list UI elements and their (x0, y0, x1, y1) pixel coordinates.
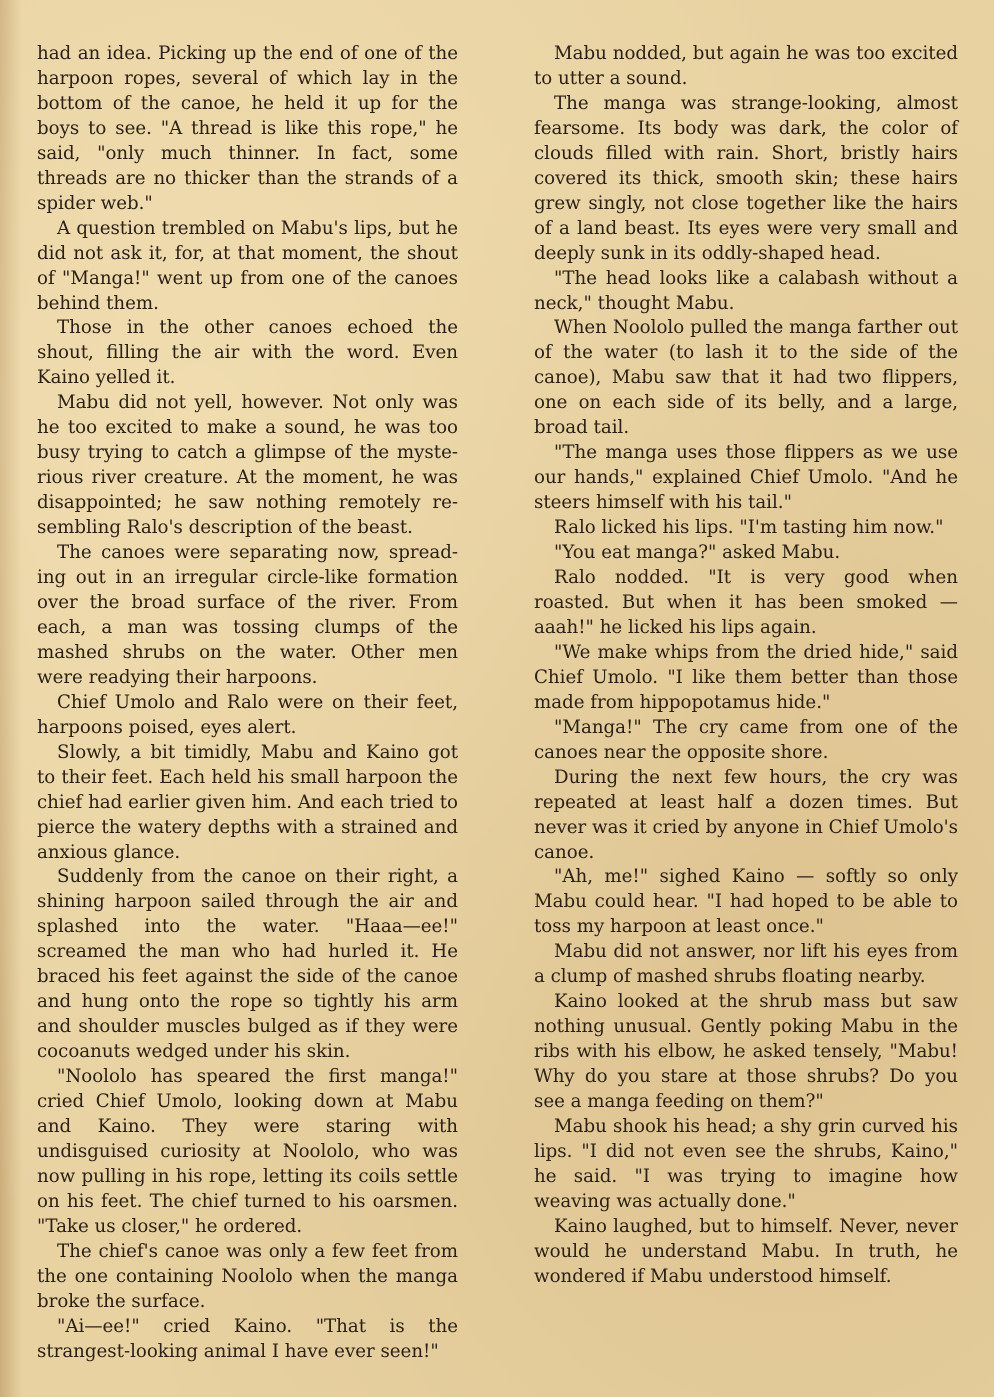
paragraph: Chief Umolo and Ralo were on their feet, harpoons poised, eyes alert. (37, 691, 458, 738)
paragraph: Mabu nodded, but again he was too excited to utter a sound. (534, 43, 958, 89)
paragraph: A question trembled on Mabu's lips, but he did not ask it, for, at that moment, the shout of "Manga!" went up from one of the canoes behind them. (37, 217, 458, 314)
left-text-column (37, 42, 458, 1365)
paragraph: "The manga uses those flippers as we use our hands," explained Chief Umolo. "And he steers himself with his tail." (534, 442, 958, 514)
paragraph: Ralo nodded. "It is very good when roasted. But when it has been smoked — aaah!" he licked his lips again. (534, 567, 958, 638)
paragraph: "We make whips from the dried hide," said Chief Umolo. "I like them better than those made from hippopotamus hide." (534, 641, 958, 713)
paragraph: Mabu did not answer, nor lift his eyes from a clump of mashed shrubs floating nearby. (534, 941, 958, 988)
paragraph: The canoes were separating now, spreading out in an irregular circle-like formation over the broad surface of the river. From each, a man was tossing clumps of the mashed shrubs on the water. Other men were readying their harpoons. (37, 542, 458, 688)
paragraph: "The head looks like a calabash without a neck," thought Mabu. (534, 267, 958, 314)
paragraph: "Noololo has speared the first manga!" cried Chief Umolo, looking down at Mabu and Kaino. They were staring with undisguised curiosity at Noololo, who was now pulling in his rope, letting its coils settle on his feet. The chief turned to his oarsmen. "Take us closer," he ordered. (37, 1066, 458, 1237)
paragraph: Ralo licked his lips. "I'm tasting him now." (554, 517, 944, 539)
paragraph: Mabu did not yell, however. Not only was he too excited to make a sound, he was too busy trying to catch a glimpse of the mysterious river creature. At the moment, he was disappointed; he saw nothing remotely resembling Ralo's description of the beast. (37, 392, 458, 539)
paragraph: Kaino looked at the shrub mass but saw nothing unusual. Gently poking Mabu in the ribs with his elbow, he asked tensely, "Mabu! Why do you stare at those shrubs? Do you see a manga feeding on them?" (534, 991, 958, 1113)
paragraph: Those in the other canoes echoed the shout, filling the air with the word. Even Kaino yelled it. (37, 317, 458, 389)
paragraph: Mabu shook his head; a shy grin curved his lips. "I did not even see the shrubs, Kaino," he said. "I was trying to imagine how weaving was actually done." (534, 1115, 958, 1212)
paragraph: When Noololo pulled the manga farther out of the water (to lash it to the side of the canoe), Mabu saw that it had two flippers, one on each side of its belly, and a large, broad tail. (534, 317, 958, 439)
paragraph: had an idea. Picking up the end of one of the harpoon ropes, several of which lay in the bottom of the canoe, he held it up for the boys to see. "A thread is like this rope," he said, "only much thinner. In fact, some threads are no thicker than the strands of a spider web." (37, 43, 458, 214)
right-text-column (534, 42, 958, 1290)
paragraph: "Ai—ee!" cried Kaino. "That is the strangest-looking animal I have ever seen!" (37, 1315, 458, 1362)
paragraph: During the next few hours, the cry was repeated at least half a dozen times. But never was it cried by anyone in Chief Umolo's canoe. (534, 766, 958, 863)
paragraph: Slowly, a bit timidly, Mabu and Kaino got to their feet. Each held his small harpoon the chief had earlier given him. And each tried to pierce the watery depths with a strained and anxious glance. (37, 741, 458, 863)
paragraph: "Manga!" The cry came from one of the canoes near the opposite shore. (534, 716, 958, 763)
paragraph: The manga was strange-looking, almost fearsome. Its body was dark, the color of clouds filled with rain. Short, bristly hairs covered its thick, smooth skin; these hairs grew singly, not close together like the hairs of a land beast. Its eyes were very small and deeply sunk in its oddly-shaped head. (534, 92, 958, 264)
paragraph: Kaino laughed, but to himself. Never, never would he understand Mabu. In truth, he wondered if Mabu understood himself. (534, 1215, 958, 1287)
paragraph: The chief's canoe was only a few feet from the one containing Noololo when the manga broke the surface. (37, 1240, 458, 1312)
paragraph: Suddenly from the canoe on their right, a shining harpoon sailed through the air and splashed into the water. "Haaa—ee!" screamed the man who had hurled it. He braced his feet against the side of the canoe and hung onto the rope so tightly his arm and shoulder muscles bulged as if they were cocoanuts wedged under his skin. (37, 866, 458, 1063)
paragraph: "Ah, me!" sighed Kaino — softly so only Mabu could hear. "I had hoped to be able to toss my harpoon at least once." (534, 866, 958, 938)
paragraph: "You eat manga?" asked Mabu. (554, 542, 841, 564)
